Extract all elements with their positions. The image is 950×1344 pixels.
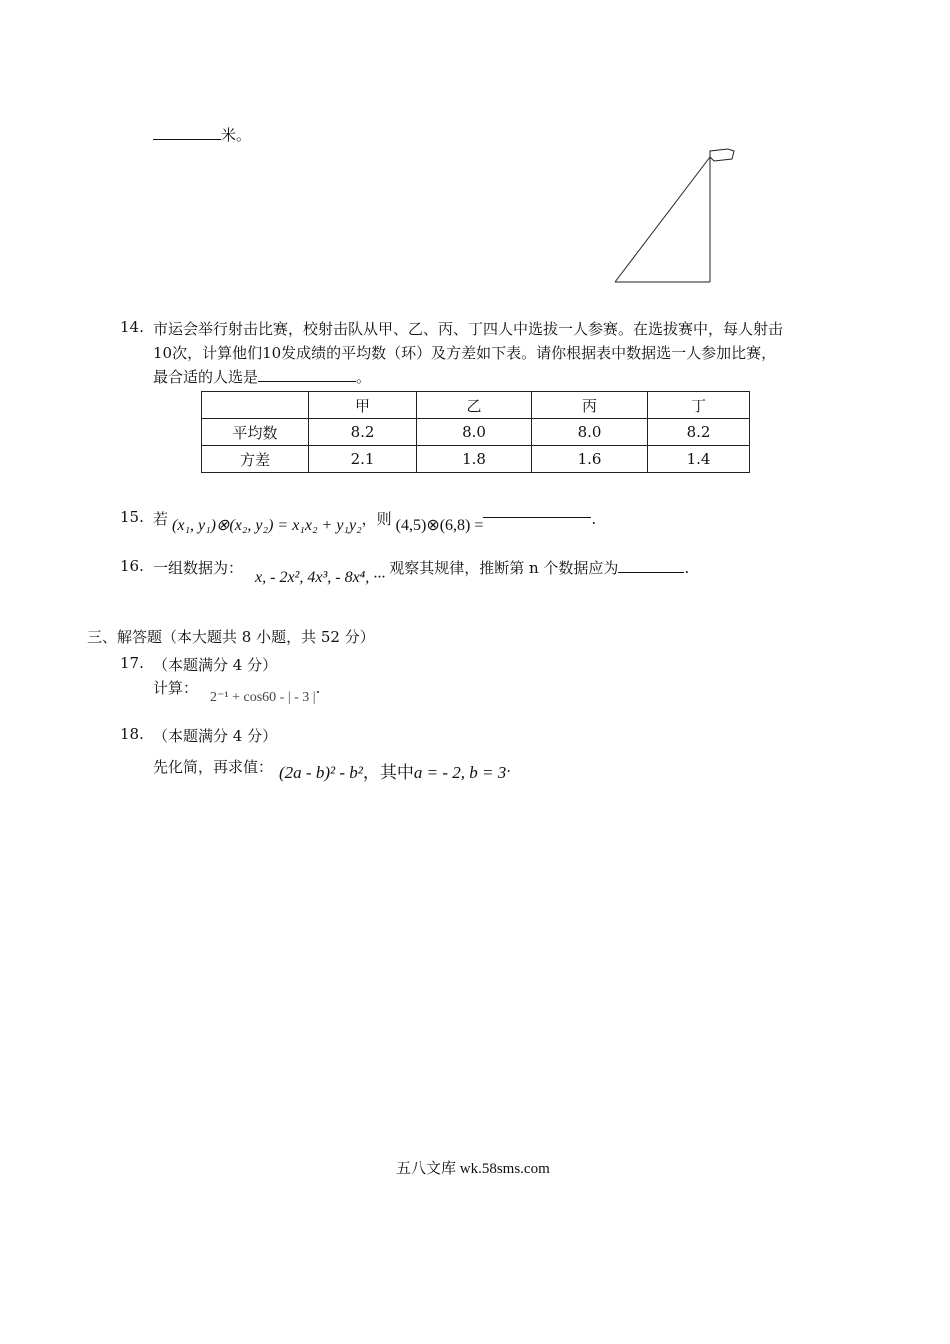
answer-blank bbox=[618, 572, 684, 573]
q16-number: 16. bbox=[120, 557, 144, 575]
q16-line bbox=[153, 557, 690, 586]
q13-answer-line bbox=[153, 124, 251, 145]
q15-expr: (4,5)⊗(6,8) = bbox=[395, 517, 484, 534]
table-cell: 平均数 bbox=[202, 419, 309, 446]
q18-values: a = - 2, b = 3 bbox=[413, 763, 507, 782]
table-header-cell bbox=[202, 392, 309, 419]
q14-line2: 10次，计算他们10发成绩的平均数（环）及方差如下表。请你根据表中数据选一人参加比赛， bbox=[153, 344, 777, 362]
table-cell: 8.2 bbox=[648, 419, 750, 446]
q16-text: 观察其规律，推断第 n 个数据应为 bbox=[389, 559, 619, 577]
q17-label: 计算： bbox=[153, 679, 199, 697]
table-row bbox=[202, 419, 750, 446]
q16-sequence: x, - 2x², 4x³, - 8x⁴, ··· bbox=[255, 569, 386, 586]
q18-label: 先化简，再求值： bbox=[153, 758, 274, 776]
table-header-cell: 丙 bbox=[532, 392, 648, 419]
table-cell: 8.0 bbox=[532, 419, 648, 446]
q15-middle: ，则 bbox=[361, 510, 392, 528]
q14-line1: 市运会举行射击比赛，校射击队从甲、乙、丙、丁四人中选拔一人参赛。在选拔赛中，每人射击 bbox=[153, 320, 784, 338]
q15-formula: (x₁, y₁)⊗(x₂, y₂) = x₁x₂ + y₁y₂ bbox=[172, 517, 362, 534]
table-cell: 1.8 bbox=[417, 446, 532, 473]
q15-number: 15. bbox=[120, 508, 144, 526]
table-cell: 1.6 bbox=[532, 446, 648, 473]
q14-line3-end: 。 bbox=[356, 368, 372, 386]
answer-blank bbox=[153, 139, 221, 140]
table-header-row bbox=[202, 392, 750, 419]
table-header-cell: 丁 bbox=[648, 392, 750, 419]
q17-number: 17. bbox=[120, 654, 144, 672]
table-header-cell: 甲 bbox=[309, 392, 417, 419]
q14-number: 14. bbox=[120, 318, 144, 336]
q18-line bbox=[153, 752, 511, 783]
page-footer: 五八文库 wk.58sms.com bbox=[396, 1161, 550, 1177]
table-header-cell: 乙 bbox=[417, 392, 532, 419]
table-cell: 8.2 bbox=[309, 419, 417, 446]
q14-line3 bbox=[153, 366, 371, 387]
flag-icon bbox=[710, 149, 734, 161]
q18-score: （本题满分 4 分） bbox=[153, 727, 278, 745]
q18-middle: ，其中 bbox=[362, 763, 414, 783]
q17-expr: 2⁻¹ + cos60 - | - 3 | bbox=[210, 690, 316, 705]
table-cell: 方差 bbox=[202, 446, 309, 473]
table-cell: 8.0 bbox=[417, 419, 532, 446]
q18-end: . bbox=[506, 758, 511, 776]
q14-line3-text: 最合适的人选是 bbox=[153, 368, 259, 386]
q18-expr: (2a - b)² - b² bbox=[279, 763, 363, 782]
q15-line bbox=[153, 508, 597, 534]
section-title: 三、解答题（本大题共 8 小题，共 52 分） bbox=[87, 628, 375, 646]
unit-text: 米。 bbox=[221, 126, 252, 144]
flagpole-figure bbox=[610, 145, 740, 290]
table-cell: 2.1 bbox=[309, 446, 417, 473]
q16-prefix: 一组数据为： bbox=[153, 559, 244, 577]
q17-score: （本题满分 4 分） bbox=[153, 656, 278, 674]
table-cell: 1.4 bbox=[648, 446, 750, 473]
q15-prefix: 若 bbox=[153, 510, 169, 528]
shadow-line bbox=[615, 157, 710, 282]
score-table bbox=[201, 391, 750, 473]
answer-blank bbox=[483, 517, 591, 518]
q16-end: . bbox=[684, 559, 690, 577]
q15-end: . bbox=[591, 510, 597, 528]
q18-number: 18. bbox=[120, 725, 144, 743]
q17-end: . bbox=[315, 679, 321, 697]
q17-line bbox=[153, 677, 321, 705]
table-row bbox=[202, 446, 750, 473]
answer-blank bbox=[258, 381, 356, 382]
